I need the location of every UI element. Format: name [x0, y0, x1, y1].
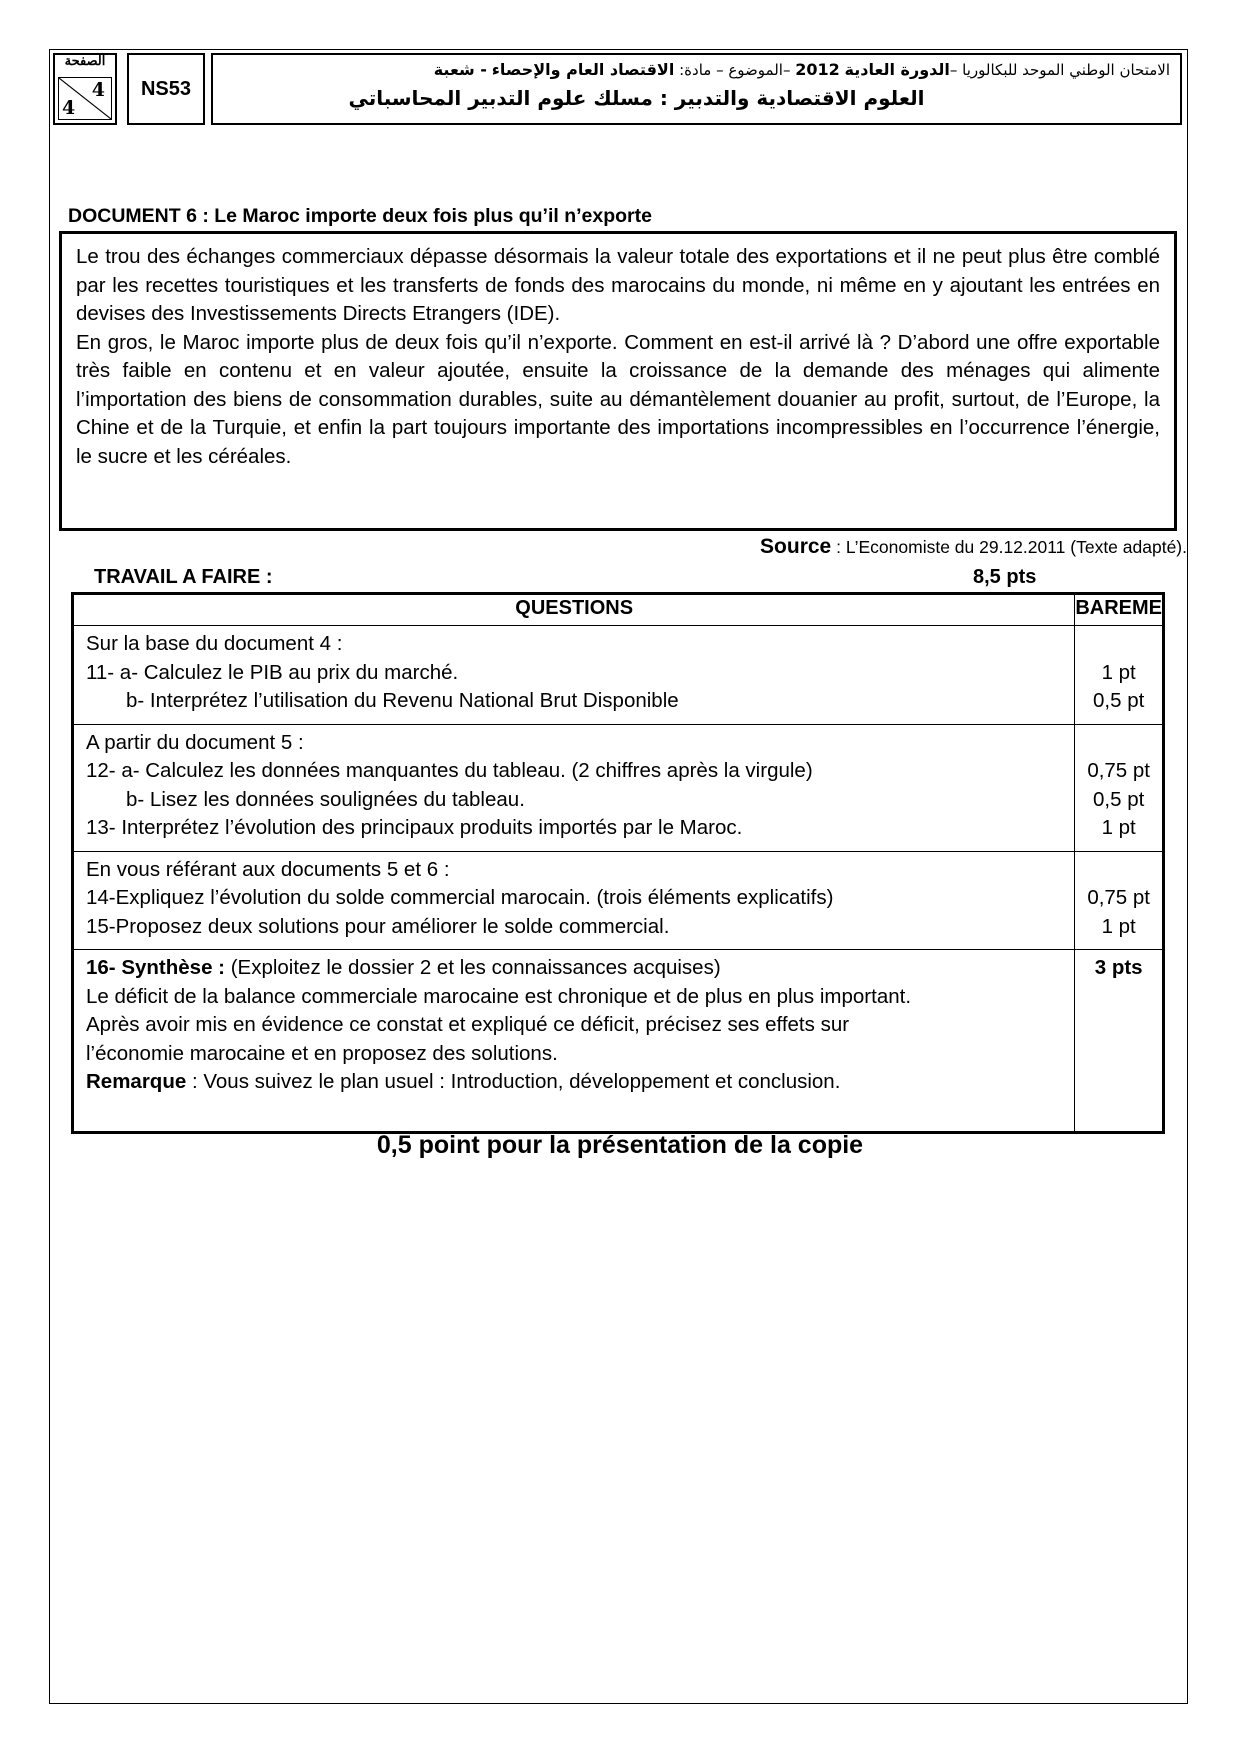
- subject-label: –الموضوع – مادة:: [679, 61, 791, 79]
- exam-header: [53, 53, 1182, 125]
- points-12b: 0,5 pt: [1093, 787, 1145, 811]
- points-14: 0,75 pt: [1087, 886, 1151, 909]
- synthesis-heading: [86, 954, 924, 983]
- table-row: [73, 626, 1164, 725]
- source-text: : L’Economiste du 29.12.2011 (Texte adapté).: [831, 537, 1187, 557]
- subject-name: الاقتصاد العام والإحصاء: [491, 60, 675, 79]
- bareme-cell: [1075, 950, 1164, 1133]
- exam-year: 2012: [795, 60, 840, 79]
- branch-label: - شعبة: [433, 60, 487, 79]
- document-paragraph-1: Le trou des échanges commerciaux dépasse désormais la valeur totale des exportations et il ne peut plus être comblé par les recettes touristiques et les transferts de fonds des marocains du monde, ni même en y ajoutant les entrées en devises des Investissements Directs Etrangers (IDE).: [76, 245, 1160, 325]
- exam-title-line2: العلوم الاقتصادية والتدبير : مسلك علوم التدبير المحاسباتي: [348, 86, 925, 110]
- question-14: 14-Expliquez l’évolution du solde commercial marocain. (trois éléments explicatifs): [86, 886, 834, 909]
- points-13: 1 pt: [1101, 816, 1136, 839]
- travail-points: 8,5 pts: [973, 566, 1037, 588]
- question-12a: 12- a- Calculez les données manquantes du tableau. (2 chiffres après la virgule): [86, 759, 813, 782]
- questions-table: [71, 592, 1165, 1134]
- question-11a: 11- a- Calculez le PIB au prix du marché.: [86, 660, 459, 684]
- exam-name: الامتحان الوطني الموحد للبكالوريا –: [949, 61, 1170, 79]
- bareme-cell: [1075, 851, 1164, 950]
- travail-title: TRAVAIL A FAIRE :: [94, 566, 273, 588]
- page-number-box: [53, 53, 117, 125]
- source-label: Source: [760, 535, 832, 558]
- bareme-cell: [1075, 724, 1164, 851]
- question-15: 15-Proposez deux solutions pour améliorer le solde commercial.: [86, 914, 670, 938]
- points-12a: 0,75 pt: [1087, 759, 1151, 782]
- synthesis-hint: (Exploitez le dossier 2 et les connaissances acquises): [225, 956, 721, 979]
- points-16: 3 pts: [1094, 956, 1143, 979]
- document-title: DOCUMENT 6 : Le Maroc importe deux fois plus qu’il n’exporte: [68, 205, 652, 227]
- points-11a: 1 pt: [1101, 660, 1136, 684]
- exam-code: NS53: [127, 53, 205, 125]
- table-header-row: [73, 594, 1164, 626]
- table-row: [73, 724, 1164, 851]
- page-current: 4: [91, 79, 105, 101]
- page-fraction: [58, 77, 112, 120]
- presentation-note: 0,5 point pour la présentation de la copie: [376, 1131, 864, 1159]
- remark-text: : Vous suivez le plan usuel : Introduction, développement et conclusion.: [186, 1070, 841, 1093]
- question-12b: b- Lisez les données soulignées du tableau.: [126, 787, 525, 811]
- questions-cell: [73, 851, 1075, 950]
- document-text-box: [59, 231, 1177, 531]
- synthesis-text: Le déficit de la balance commerciale marocaine est chronique et de plus en plus important. Après avoir mis en évidence ce constat et expliqué ce déficit, précisez ses effets sur l’économie marocaine et en proposez des solutions.: [86, 984, 912, 1065]
- document-source: [760, 535, 1187, 559]
- points-15: 1 pt: [1101, 914, 1136, 938]
- bareme-cell: [1075, 626, 1164, 725]
- page-total: 4: [62, 97, 76, 119]
- row-intro: Sur la base du document 4 :: [86, 632, 343, 655]
- page-label: الصفحة: [64, 54, 106, 69]
- exam-session: الدورة العادية: [844, 60, 950, 79]
- document-paragraph-2: En gros, le Maroc importe plus de deux fois qu’il n’exporte. Comment en est-il arrivé là ? D’abord une offre exportable très faible en contenu et en valeur ajoutée, ensuite la croissance de la demande des ménages qui alimente l’importation des biens de consommation durables, suite au démantèlement douanier au profit, surtout, de l’Europe, la Chine et de la Turquie, et enfin la part toujours importante des importations incompressibles en l’occurrence l’énergie, le sucre et les céréales.: [76, 330, 1160, 468]
- row-intro: En vous référant aux documents 5 et 6 :: [86, 857, 450, 881]
- question-13: 13- Interprétez l’évolution des principaux produits importés par le Maroc.: [86, 816, 743, 839]
- questions-cell: [73, 724, 1075, 851]
- row-intro: A partir du document 5 :: [86, 730, 304, 754]
- header-bareme: BAREME: [1075, 594, 1164, 626]
- exam-title: [211, 53, 1182, 125]
- questions-cell: [73, 626, 1075, 725]
- exam-title-line1: [223, 57, 1170, 83]
- question-11b: b- Interprétez l’utilisation du Revenu National Brut Disponible: [126, 689, 679, 712]
- table-row: [73, 950, 1164, 1133]
- remark: [86, 1068, 924, 1097]
- remark-label: Remarque: [86, 1070, 187, 1093]
- header-questions: QUESTIONS: [73, 594, 1075, 626]
- questions-cell: [73, 950, 1075, 1133]
- points-11b: 0,5 pt: [1093, 689, 1145, 712]
- table-row: [73, 851, 1164, 950]
- synthesis-label: 16- Synthèse :: [86, 956, 225, 979]
